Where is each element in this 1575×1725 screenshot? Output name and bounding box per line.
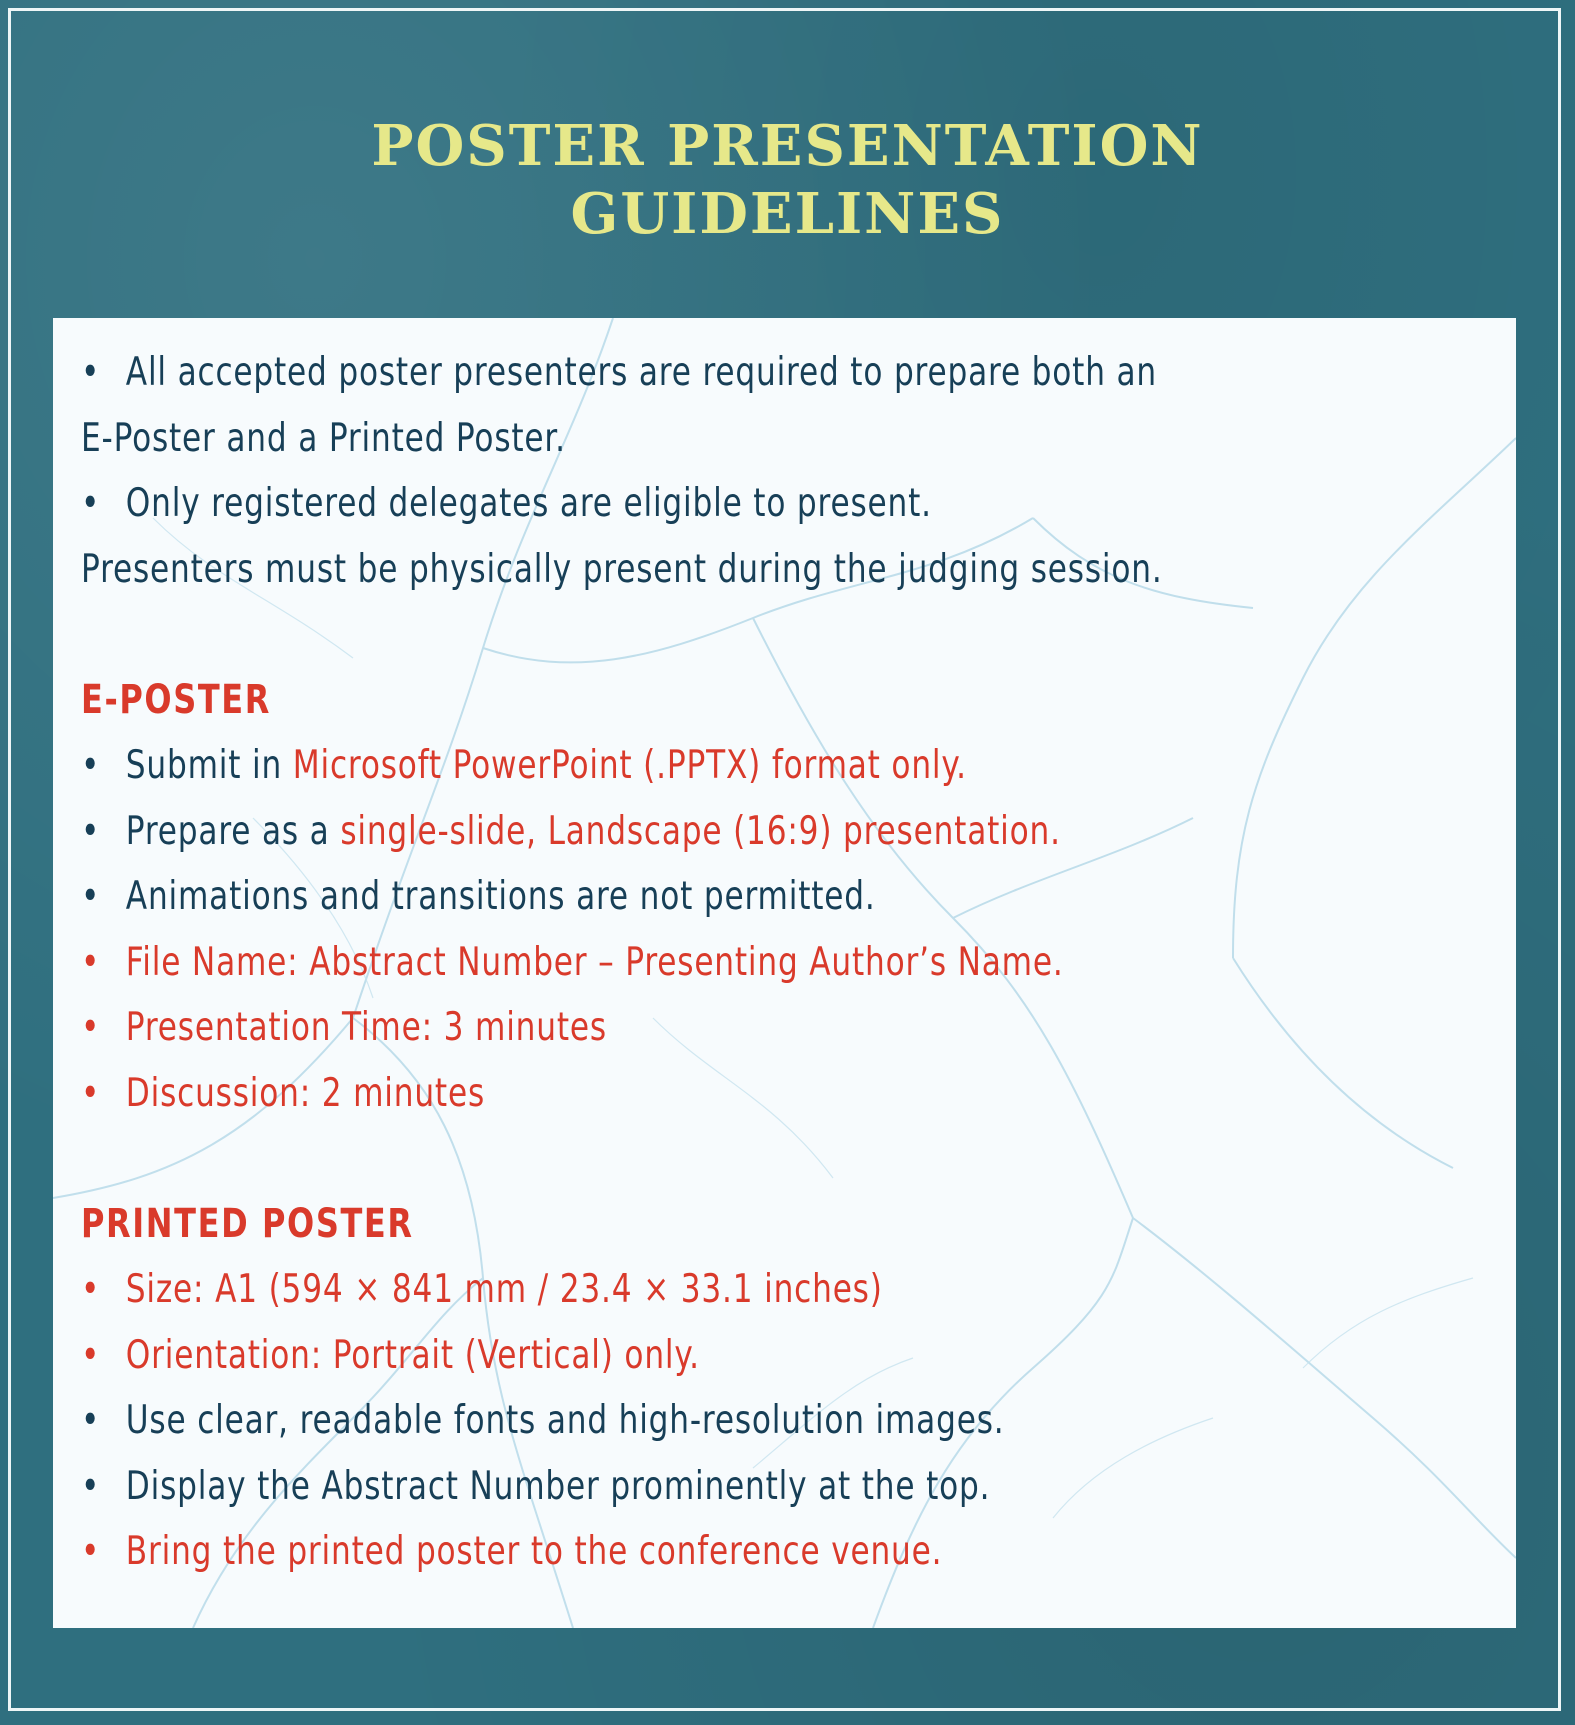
bullet: • <box>81 743 101 788</box>
printed-item-4-text: Display the Abstract Number prominently at the top. <box>125 1463 991 1509</box>
list-item <box>81 1519 1501 1585</box>
eposter-item-6-text: Discussion: 2 minutes <box>125 1070 486 1116</box>
bullet: • <box>81 1005 101 1050</box>
list-item <box>81 864 1501 930</box>
eposter-item-1-label: Submit in <box>125 743 293 788</box>
bullet: • <box>81 481 101 526</box>
spacer <box>81 1126 1501 1192</box>
bullet: • <box>81 1529 101 1574</box>
list-item <box>81 1257 1501 1323</box>
intro-bullet-1-text: All accepted poster presenters are required to prepare both an <box>125 350 1157 395</box>
list-item <box>81 1323 1501 1389</box>
printed-item-5-text: Bring the printed poster to the conference venue. <box>125 1529 943 1574</box>
list-item <box>81 930 1501 996</box>
eposter-item-3-text: Animations and transitions are not permitted. <box>125 874 876 919</box>
list-item <box>81 1454 1501 1520</box>
bullet: • <box>81 939 101 985</box>
bullet: • <box>81 1267 101 1312</box>
eposter-heading: E-POSTER <box>81 676 271 723</box>
list-item <box>81 799 1501 865</box>
eposter-item-1-highlight: Microsoft PowerPoint (.PPTX) format only. <box>292 743 967 788</box>
bullet: • <box>81 1332 101 1378</box>
eposter-item-2-highlight: single-slide, Landscape (16:9) presentation. <box>340 808 1061 854</box>
guidelines-content <box>81 340 1501 1585</box>
eposter-item-5-text: Presentation Time: 3 minutes <box>125 1005 607 1050</box>
eposter-item-4-text: File Name: Abstract Number – Presenting Author’s Name. <box>125 939 1064 985</box>
list-item <box>81 1388 1501 1454</box>
page-title <box>0 112 1575 248</box>
bullet: • <box>81 808 101 854</box>
intro-bullet-2-text: Only registered delegates are eligible to present. <box>125 481 932 526</box>
intro-bullet-1-continuation: E-Poster and a Printed Poster. <box>81 415 566 461</box>
title-line-2: GUIDELINES <box>570 181 1005 247</box>
list-item <box>81 1061 1501 1127</box>
guidelines-panel <box>53 318 1516 1628</box>
title-line-1: POSTER PRESENTATION <box>371 113 1204 179</box>
spacer <box>81 602 1501 668</box>
printed-item-1-text: Size: A1 (594 × 841 mm / 23.4 × 33.1 inches) <box>125 1267 883 1312</box>
bullet: • <box>81 1398 101 1443</box>
printed-item-2-text: Orientation: Portrait (Vertical) only. <box>125 1332 700 1378</box>
list-item <box>81 995 1501 1061</box>
list-item <box>81 471 1501 537</box>
intro-presence-note: Presenters must be physically present during the judging session. <box>81 546 1163 592</box>
printed-poster-heading: PRINTED POSTER <box>81 1200 414 1247</box>
bullet: • <box>81 874 101 919</box>
bullet: • <box>81 1070 101 1116</box>
list-item <box>81 340 1501 406</box>
bullet: • <box>81 1463 101 1509</box>
printed-item-3-text: Use clear, readable fonts and high-resolution images. <box>125 1398 1005 1443</box>
eposter-item-2-label: Prepare as a <box>125 808 341 854</box>
list-item <box>81 733 1501 799</box>
bullet: • <box>81 350 101 395</box>
